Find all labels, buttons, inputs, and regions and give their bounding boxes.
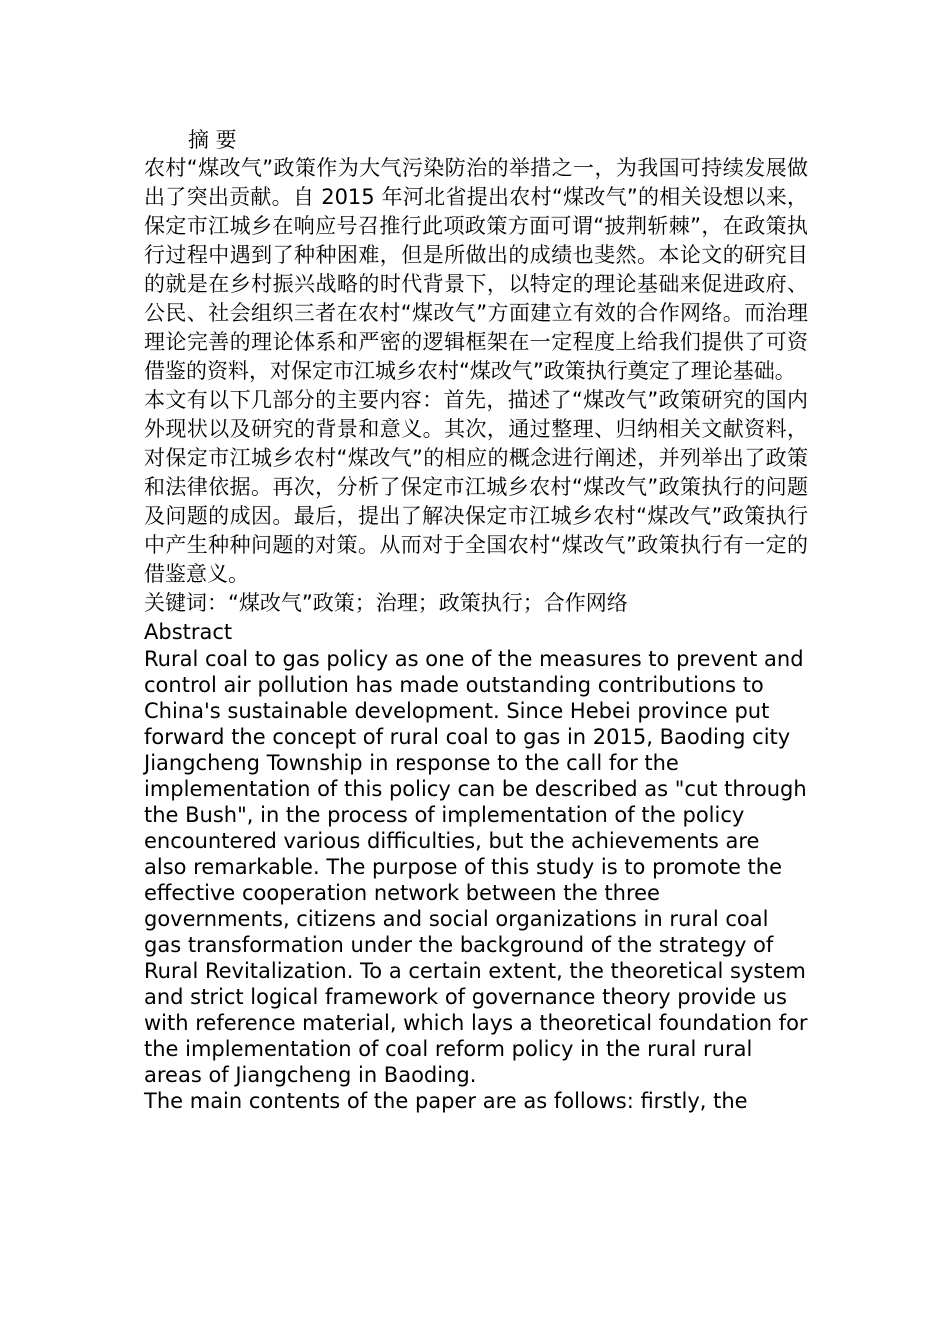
- abstract-zh-keywords: 关键词：“煤改气”政策；治理；政策执行；合作网络: [144, 591, 628, 615]
- abstract-en-paragraph-2: The main contents of the paper are as follows: firstly, the: [144, 1089, 748, 1113]
- abstract-zh-heading: 摘 要: [188, 128, 237, 152]
- abstract-en-heading: Abstract: [144, 620, 233, 644]
- abstract-zh-paragraph-2: 本文有以下几部分的主要内容：首先，描述了“煤改气”政策研究的国内外现状以及研究的背景和意义。其次，通过整理、归纳相关文献资料，对保定市江城乡农村“煤改气”的相应的概念进行阐述，并列举出了政策和法律依据。再次，分析了保定市江城乡农村“煤改气”政策执行的问题及问题的成因。最后，提出了解决保定市江城乡农村“煤改气”政策执行中产生种种问题的对策。从而对于全国农村“煤改气”政策执行有一定的借鉴意义。: [144, 388, 808, 586]
- document-body: [144, 126, 808, 1114]
- abstract-en-paragraph-1: Rural coal to gas policy as one of the measures to prevent and control air pollution has made outstanding contributions to China's sustainable development. Since Hebei province put forward the concept of rural coal to gas in 2015, Baoding city Jiangcheng Township in response to the call for the implementation of this policy can be described as "cut through the Bush", in the process of implementation of the policy encountered various difficulties, but the achievements are also remarkable. The purpose of this study is to promote the effective cooperation network between the three governments, citizens and social organizations in rural coal gas transformation under the background of the strategy of Rural Revitalization. To a certain extent, the theoretical system and strict logical framework of governance theory provide us with reference material, which lays a theoretical foundation for the implementation of coal reform policy in the rural rural areas of Jiangcheng in Baoding.: [144, 647, 808, 1087]
- abstract-zh-paragraph-1: 农村“煤改气”政策作为大气污染防治的举措之一，为我国可持续发展做出了突出贡献。自 2015 年河北省提出农村“煤改气”的相关设想以来，保定市江城乡在响应号召推行此项政策方面可谓“披荆斩棘”，在政策执行过程中遇到了种种困难，但是所做出的成绩也斐然。本论文的研究目的就是在乡村振兴战略的时代背景下，以特定的理论基础来促进政府、公民、社会组织三者在农村“煤改气”方面建立有效的合作网络。而治理理论完善的理论体系和严密的逻辑框架在一定程度上给我们提供了可资借鉴的资料，对保定市江城乡农村“煤改气”政策执行奠定了理论基础。: [144, 156, 808, 383]
